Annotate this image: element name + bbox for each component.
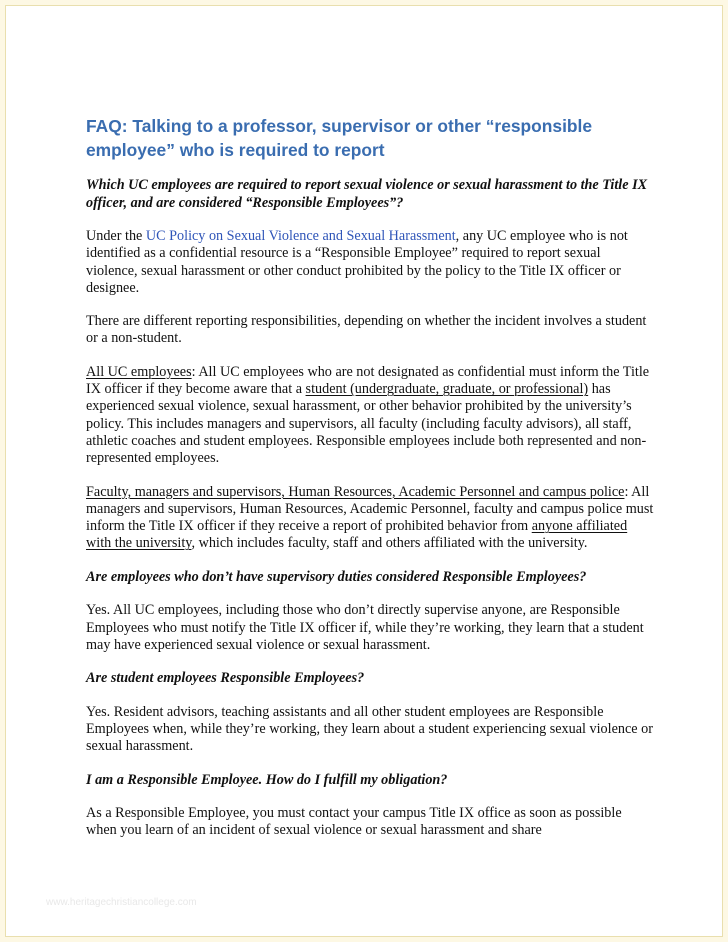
underlined-phrase-student: student (undergraduate, graduate, or professional) bbox=[305, 381, 589, 398]
text-segment: , any UC employee who is not identified as a confidential resource is a “Responsible Employee” required to report sexual violence, sexual harassment or other conduct prohibited by the policy to the Title IX officer or designee. bbox=[86, 228, 628, 296]
document-body bbox=[86, 114, 654, 856]
page-title: FAQ: Talking to a professor, supervisor or other “responsible employee” who is required to report bbox=[86, 116, 593, 160]
text-segment: , which includes faculty, staff and others affiliated with the university. bbox=[191, 535, 588, 552]
text-segment: Under the bbox=[86, 228, 146, 244]
text-segment: : All managers and supervisors, Human Resources, Academic Personnel, faculty and campus police must inform the Title IX officer if they receive a report of prohibited behavior from bbox=[86, 483, 654, 535]
answer-3: Yes. Resident advisors, teaching assistants and all other student employees are Responsible Employees when, while they’re working, they learn about a student experiencing sexual violence or sexual harassment. bbox=[86, 703, 653, 755]
question-4: I am a Responsible Employee. How do I fulfill my obligation? bbox=[86, 771, 448, 788]
document-page bbox=[5, 5, 723, 937]
section-label-all-employees: All UC employees bbox=[86, 363, 192, 380]
underlined-phrase-affiliated: anyone affiliated with the university bbox=[86, 518, 628, 552]
paragraph-faculty-managers bbox=[86, 484, 654, 553]
text-segment: has experienced sexual violence, sexual harassment, or other behavior prohibited by the university’s policy. This includes managers and supervisors, all faculty (including faculty advisors), all staff, athletic coaches and student employees. Responsible employees include both represented and non-represented employees. bbox=[86, 381, 647, 467]
answer-2: Yes. All UC employees, including those who don’t directly supervise anyone, are Responsible Employees who must notify the Title IX officer if, while they’re working, they learn that a student may have experienced sexual violence or sexual harassment. bbox=[86, 602, 644, 653]
paragraph-policy bbox=[86, 228, 654, 297]
question-3: Are student employees Responsible Employees? bbox=[86, 670, 365, 687]
question-2: Are employees who don’t have supervisory duties considered Responsible Employees? bbox=[86, 568, 587, 585]
answer-4: As a Responsible Employee, you must contact your campus Title IX office as soon as possible when you learn of an incident of sexual violence or sexual harassment and share bbox=[86, 805, 622, 839]
paragraph-all-employees bbox=[86, 364, 654, 468]
policy-link[interactable]: UC Policy on Sexual Violence and Sexual Harassment bbox=[145, 228, 456, 244]
text-segment: : All UC employees who are not designated as confidential must inform the Title IX officer if they become aware that a bbox=[86, 363, 650, 398]
section-label-faculty: Faculty, managers and supervisors, Human Resources, Academic Personnel and campus police bbox=[86, 483, 625, 500]
paragraph-responsibilities: There are different reporting responsibilities, depending on whether the incident involves a student or a non-student. bbox=[86, 313, 647, 347]
watermark: www.heritagechristiancollege.com bbox=[46, 897, 197, 908]
question-1: Which UC employees are required to report sexual violence or sexual harassment to the Title IX officer, and are considered “Responsible Employees”? bbox=[86, 177, 648, 211]
